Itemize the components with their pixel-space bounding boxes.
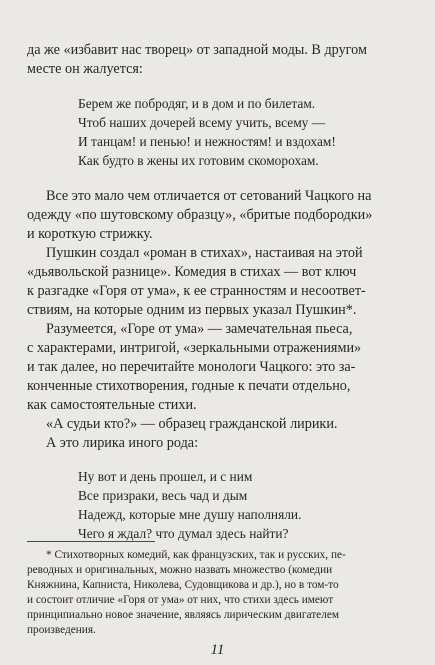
verse-line: Все призраки, весь чад и дым bbox=[78, 488, 248, 503]
text-line: одежду «по шутовскому образцу», «бритые подбородки» bbox=[27, 207, 373, 223]
text-line: А это лирика иного рода: bbox=[46, 435, 199, 451]
text-line: Пушкин создал «роман в стихах», настаивая на этой bbox=[46, 245, 363, 261]
verse-line: Надежд, которые мне душу наполняли. bbox=[78, 507, 302, 522]
text-line: «дьявольской разнице». Комедия в стихах — вот ключ bbox=[27, 264, 357, 280]
text-line: и короткую стрижку. bbox=[27, 226, 153, 242]
footnote-divider bbox=[27, 541, 155, 542]
text-line: с характерами, интригой, «зеркальными отражениями» bbox=[27, 340, 362, 356]
text-line: как самостоятельные стихи. bbox=[27, 397, 197, 413]
text-line: и так далее, но перечитайте монологи Чацкого: это за- bbox=[27, 359, 356, 375]
footnote-line: Княжнина, Капниста, Николева, Судовщикова и др.), но в том-то bbox=[27, 579, 339, 591]
text-line: месте он жалуется: bbox=[27, 61, 143, 77]
footnote-line: * Стихотворных комедий, как французских, так и русских, пе- bbox=[46, 549, 346, 561]
footnote-line: принципиально новое значение, являясь лирическим двигателем bbox=[27, 609, 339, 621]
text-line: ствиям, на которые одним из первых указал Пушкин*. bbox=[27, 302, 357, 318]
text-line: да же «избавит нас творец» от западной моды. В другом bbox=[27, 42, 367, 58]
footnote-line: и состоит отличие «Горя от ума» от них, что стихи здесь имеют bbox=[27, 594, 334, 606]
verse-line: Чего я ждал? что думал здесь найти? bbox=[78, 526, 289, 541]
text-line: «А судьи кто?» — образец гражданской лирики. bbox=[46, 416, 338, 432]
verse-line: И танцам! и пенью! и нежностям! и вздохам! bbox=[78, 134, 336, 149]
text-line: Все это мало чем отличается от сетований Чацкого на bbox=[46, 188, 372, 204]
footnote-line: произведения. bbox=[27, 624, 96, 636]
text-line: к разгадке «Горя от ума», к ее странностям и несоответ- bbox=[27, 283, 366, 299]
verse-line: Берем же побродяг, и в дом и по билетам. bbox=[78, 96, 316, 111]
footnote-line: реводных и оригинальных, можно назвать множество (комедии bbox=[27, 564, 333, 576]
verse-line: Как будто в жены их готовим скоморохам. bbox=[78, 153, 319, 168]
text-line: конченные стихотворения, годные к печати отдельно, bbox=[27, 378, 351, 394]
page-number: 11 bbox=[210, 642, 225, 658]
verse-line: Ну вот и день прошел, и с ним bbox=[78, 469, 253, 484]
text-line: Разумеется, «Горе от ума» — замечательная пьеса, bbox=[46, 321, 353, 337]
verse-line: Чтоб наших дочерей всему учить, всему — bbox=[78, 115, 326, 130]
